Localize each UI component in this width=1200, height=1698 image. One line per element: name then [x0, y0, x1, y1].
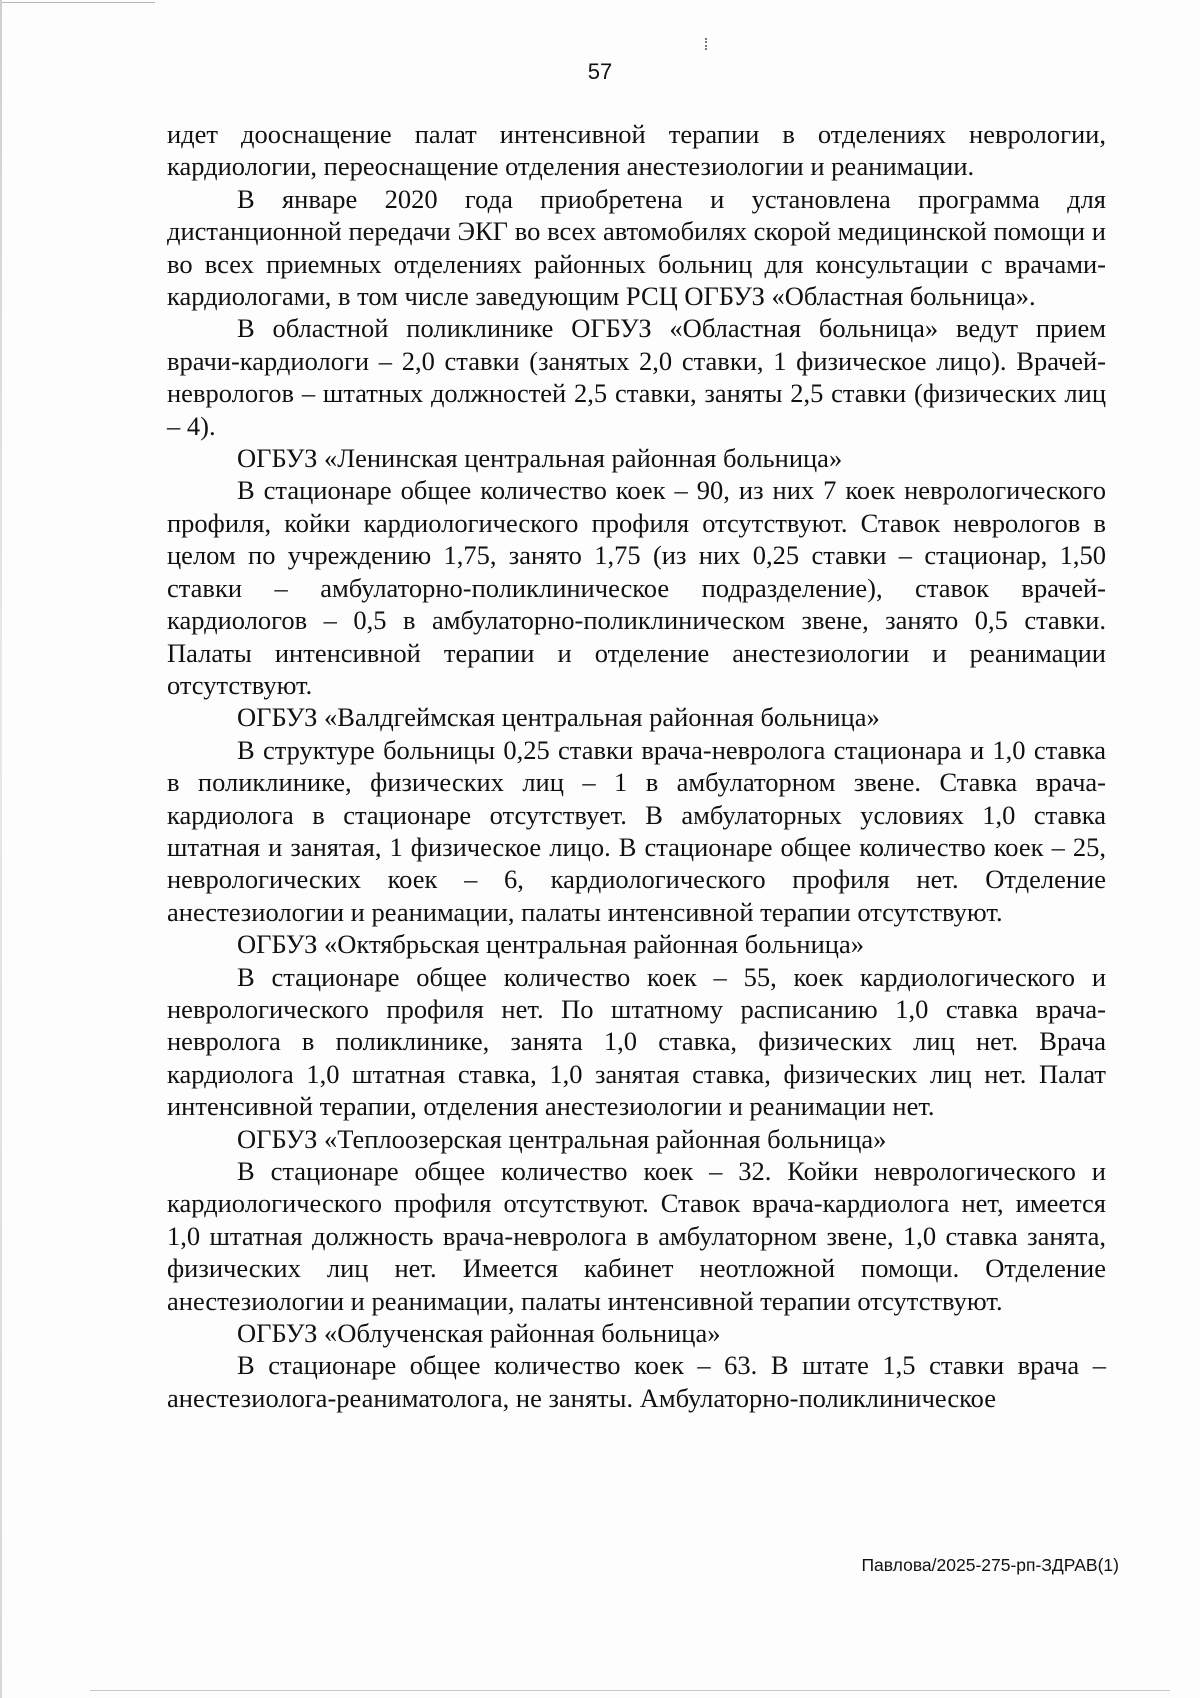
scan-speck	[705, 38, 709, 50]
body-text	[167, 118, 1106, 1414]
page-number: 57	[587, 59, 613, 84]
scan-edge-bottom	[90, 1690, 1170, 1691]
paragraph-leninskaya: В стационаре общее количество коек – 90, из них 7 коек неврологического профиля, койки кардиологического профиля отсутствуют. Ставок неврологов в целом по учреждению 1,75, занято 1,75 (из них 0,25 ставки – стационар, 1,50 ставки – амбулаторно-поликлиническое подразделение), ставок врачей-кардиологов – 0,5 в амбулаторно-поликлиническом звене, занято 0,5 ставки. Палаты интенсивной терапии и отделение анестезиологии и реанимации отсутствуют.	[167, 475, 1106, 700]
paragraph-continuation: идет дооснащение палат интенсивной терапии в отделениях неврологии, кардиологии, переоснащение отделения анестезиологии и реанимации.	[167, 119, 1106, 182]
paragraph-obluchenskaya: В стационаре общее количество коек – 63. В штате 1,5 ставки врача – анестезиолога-реаниматолога, не заняты. Амбулаторно-поликлиническое	[167, 1350, 1106, 1413]
paragraph-ecg-program: В январе 2020 года приобретена и установлена программа для дистанционной передачи ЭКГ во всех автомобилях скорой медицинской помощи и во всех приемных отделениях районных больниц для консультации с врачами-кардиологами, в том числе заведующим РСЦ ОГБУЗ «Областная больница».	[167, 183, 1106, 312]
paragraph-teplooserskaya: В стационаре общее количество коек – 32. Койки неврологического и кардиологического профиля отсутствуют. Ставок врача-кардиолога нет, имеется 1,0 штатная должность врача-невролога в амбулаторном звене, 1,0 ставка занята, физических лиц нет. Имеется кабинет неотложной помощи. Отделение анестезиологии и реанимации, палаты интенсивной терапии отсутствуют.	[167, 1156, 1106, 1316]
heading-valdgeimskaya: ОГБУЗ «Валдгеймская центральная районная больница»	[237, 702, 880, 733]
scan-edge-left	[0, 0, 2, 1698]
paragraph-oktyabrskaya: В стационаре общее количество коек – 55, коек кардиологического и неврологического профиля нет. По штатному расписанию 1,0 ставка врача-невролога в поликлинике, занята 1,0 ставка, физических лиц нет. Врача кардиолога 1,0 штатная ставка, 1,0 занятая ставка, физических лиц нет. Палат интенсивной терапии, отделения анестезиологии и реанимации нет.	[167, 961, 1106, 1122]
paragraph-regional-polyclinic: В областной поликлинике ОГБУЗ «Областная больница» ведут прием врачи-кардиологи – 2,0 ставки (занятых 2,0 ставки, 1 физическое лицо). Врачей-неврологов – штатных должностей 2,5 ставки, заняты 2,5 ставки (физических лиц – 4).	[167, 313, 1106, 441]
heading-obluchenskaya: ОГБУЗ «Облученская районная больница»	[237, 1318, 721, 1349]
heading-leninskaya: ОГБУЗ «Ленинская центральная районная больница»	[237, 443, 843, 474]
heading-teplooserskaya: ОГБУЗ «Теплоозерская центральная районная больница»	[237, 1123, 887, 1154]
document-reference-code: Павлова/2025-275-рп-ЗДРАВ(1)	[861, 1555, 1119, 1575]
paragraph-valdgeimskaya: В структуре больницы 0,25 ставки врача-невролога стационара и 1,0 ставка в поликлинике, физических лиц – 1 в амбулаторном звене. Ставка врача-кардиолога в стационаре отсутствует. В амбулаторных условиях 1,0 ставка штатная и занятая, 1 физическое лицо. В стационаре общее количество коек – 25, неврологических коек – 6, кардиологического профиля нет. Отделение анестезиологии и реанимации, палаты интенсивной терапии отсутствуют.	[167, 734, 1106, 927]
heading-oktyabrskaya: ОГБУЗ «Октябрьская центральная районная больница»	[237, 929, 864, 960]
scan-edge-top	[0, 2, 155, 3]
